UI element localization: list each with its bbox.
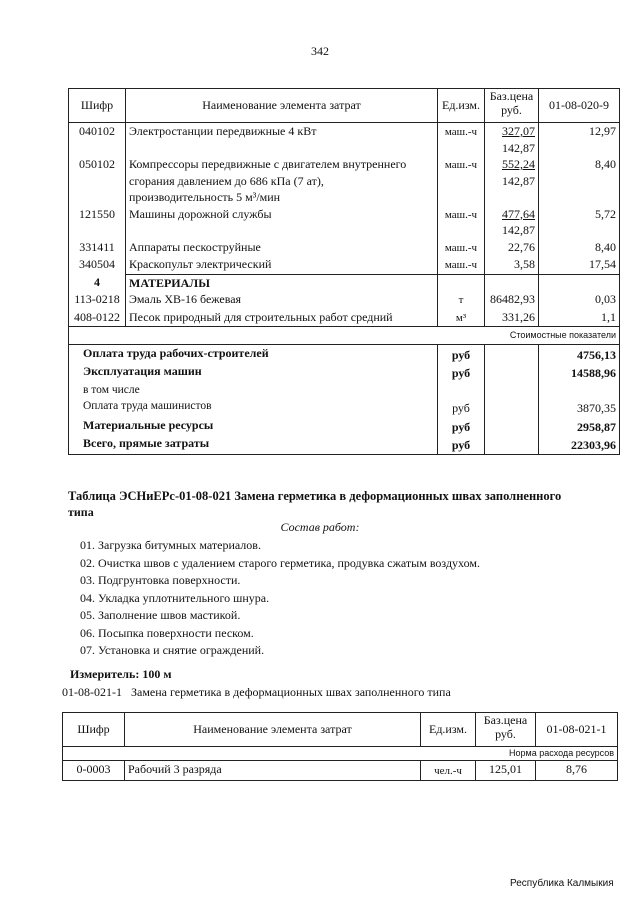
row-code: 121550 bbox=[69, 206, 126, 239]
header-norm: 01-08-020-9 bbox=[539, 89, 620, 123]
row-unit: маш.-ч bbox=[438, 123, 485, 157]
row-value: 17,54 bbox=[539, 256, 620, 274]
work-item: 06. Посыпка поверхности песком. bbox=[80, 625, 254, 640]
table-row bbox=[69, 239, 620, 257]
row-name-line3: производительность 5 м³/мин bbox=[129, 190, 281, 204]
work-item: 04. Укладка уплотнительного шнура. bbox=[80, 590, 270, 605]
row-value bbox=[539, 274, 620, 291]
summary-label: Оплата труда машинистов bbox=[69, 398, 438, 417]
table-row bbox=[69, 256, 620, 274]
work-item: 01. Загрузка битумных материалов. bbox=[80, 538, 261, 552]
summary-unit: руб bbox=[438, 398, 485, 417]
row-name: Краскопульт электрический bbox=[129, 257, 272, 271]
row-unit bbox=[438, 274, 485, 291]
row-name-cell bbox=[126, 239, 438, 257]
footer-region: Республика Калмыкия bbox=[510, 878, 614, 889]
row-unit: маш.-ч bbox=[438, 239, 485, 257]
row-value: 5,72 bbox=[539, 206, 620, 239]
resource-table-2 bbox=[62, 712, 618, 781]
row-value: 8,40 bbox=[539, 239, 620, 257]
row-price-cell bbox=[485, 309, 539, 327]
row-value: 8,76 bbox=[536, 761, 618, 781]
summary-empty bbox=[485, 344, 539, 363]
row-name: Рабочий 3 разряда bbox=[125, 761, 421, 781]
row-value: 12,97 bbox=[539, 123, 620, 157]
summary-row bbox=[69, 435, 620, 454]
item-heading bbox=[62, 685, 451, 700]
table-row bbox=[69, 274, 620, 291]
row-name: МАТЕРИАЛЫ bbox=[129, 275, 210, 290]
row-price-2: 142,87 bbox=[502, 173, 535, 188]
row-price: 22,76 bbox=[508, 239, 535, 254]
row-price: 327,07 bbox=[502, 124, 535, 138]
row-name: Электростанции передвижные 4 кВт bbox=[129, 124, 317, 138]
row-price-2: 142,87 bbox=[502, 223, 535, 237]
row-name: Эмаль ХВ-16 бежевая bbox=[129, 292, 242, 306]
summary-row bbox=[69, 344, 620, 363]
table-row bbox=[69, 123, 620, 157]
row-price-cell bbox=[485, 274, 539, 291]
summary-row bbox=[69, 417, 620, 436]
summary-value: 22303,96 bbox=[539, 435, 620, 454]
summary-empty bbox=[485, 363, 539, 382]
table-row bbox=[69, 309, 620, 327]
row-name-cell bbox=[126, 309, 438, 327]
row-name-cell bbox=[126, 156, 438, 206]
row-name-cell bbox=[126, 256, 438, 274]
row-value: 0,03 bbox=[539, 291, 620, 309]
summary-row bbox=[69, 363, 620, 382]
row-unit: м³ bbox=[438, 309, 485, 327]
row-code: 0-0003 bbox=[63, 761, 125, 781]
row-code: 4 bbox=[69, 274, 126, 291]
summary-unit: руб bbox=[438, 417, 485, 436]
measure: Измеритель: 100 м bbox=[70, 667, 172, 681]
row-price: 552,24 bbox=[502, 157, 535, 171]
row-name-cell bbox=[126, 291, 438, 309]
summary-unit bbox=[438, 382, 485, 399]
works-list bbox=[80, 537, 480, 660]
section-label: Норма расхода ресурсов bbox=[63, 747, 618, 761]
row-price-cell bbox=[485, 291, 539, 309]
header-price: Баз.цена руб. bbox=[476, 713, 536, 747]
header-unit: Ед.изм. bbox=[438, 89, 485, 123]
header-unit: Ед.изм. bbox=[421, 713, 476, 747]
work-item: 05. Заполнение швов мастикой. bbox=[80, 608, 241, 622]
row-name: Компрессоры передвижные с двигателем внутреннего bbox=[129, 157, 407, 171]
table-row bbox=[69, 206, 620, 239]
summary-value: 2958,87 bbox=[539, 417, 620, 436]
summary-empty bbox=[485, 398, 539, 417]
row-name: Машины дорожной службы bbox=[129, 206, 272, 221]
row-name-cell bbox=[126, 274, 438, 291]
work-item: 07. Установка и снятие ограждений. bbox=[80, 643, 265, 657]
header-norm: 01-08-021-1 bbox=[536, 713, 618, 747]
row-code: 331411 bbox=[69, 239, 126, 257]
row-price-cell bbox=[485, 256, 539, 274]
row-name-cell bbox=[126, 123, 438, 157]
row-unit: чел.-ч bbox=[421, 761, 476, 781]
row-name: Песок природный для строительных работ средний bbox=[129, 309, 393, 324]
works-heading: Состав работ: bbox=[280, 520, 360, 534]
table-row bbox=[69, 156, 620, 206]
row-code: 113-0218 bbox=[69, 291, 126, 309]
work-item: 02. Очистка швов с удалением старого герметика, продувка сжатым воздухом. bbox=[80, 555, 480, 570]
summary-value: 14588,96 bbox=[539, 363, 620, 382]
summary-row bbox=[69, 398, 620, 417]
table-row bbox=[63, 761, 618, 781]
row-price-cell bbox=[485, 123, 539, 157]
summary-label: Всего, прямые затраты bbox=[69, 435, 438, 454]
summary-value bbox=[539, 382, 620, 399]
row-code: 340504 bbox=[69, 256, 126, 274]
summary-unit: руб bbox=[438, 435, 485, 454]
row-price: 331,26 bbox=[502, 309, 535, 324]
summary-value: 3870,35 bbox=[539, 398, 620, 417]
work-item: 03. Подгрунтовка поверхности. bbox=[80, 573, 241, 587]
section-title-cont: типа bbox=[68, 505, 94, 519]
item-name: Замена герметика в деформационных швах заполненного типа bbox=[131, 685, 451, 699]
row-name: Аппараты пескоструйные bbox=[129, 239, 261, 254]
row-price-cell bbox=[485, 156, 539, 206]
row-code: 408-0122 bbox=[69, 309, 126, 327]
row-unit: маш.-ч bbox=[438, 256, 485, 274]
resource-table-1 bbox=[68, 88, 620, 455]
row-value: 1,1 bbox=[539, 309, 620, 327]
row-unit: маш.-ч bbox=[438, 156, 485, 206]
row-price-2: 142,87 bbox=[502, 140, 535, 155]
row-price: 86482,93 bbox=[490, 292, 535, 306]
row-price-cell bbox=[485, 206, 539, 239]
header-price: Баз.цена руб. bbox=[485, 89, 539, 123]
row-name-cell bbox=[126, 206, 438, 239]
row-price: 3,58 bbox=[514, 257, 535, 271]
summary-label: Материальные ресурсы bbox=[69, 417, 438, 436]
row-name-line2: сгорания давлением до 686 кПа (7 ат), bbox=[129, 173, 324, 188]
summary-label: Оплата труда рабочих-строителей bbox=[69, 344, 438, 363]
header-name: Наименование элемента затрат bbox=[126, 89, 438, 123]
row-price: 477,64 bbox=[502, 206, 535, 221]
summary-value: 4756,13 bbox=[539, 344, 620, 363]
table-header bbox=[69, 89, 620, 123]
summary-label: в том числе bbox=[69, 382, 438, 399]
header-name: Наименование элемента затрат bbox=[125, 713, 421, 747]
page-number: 342 bbox=[311, 44, 329, 58]
section-title: Таблица ЭСНиЕРс-01-08-021 Замена герметика в деформационных швах заполненного bbox=[68, 489, 562, 503]
row-price: 125,01 bbox=[476, 761, 536, 781]
summary-unit: руб bbox=[438, 363, 485, 382]
summary-unit: руб bbox=[438, 344, 485, 363]
item-code: 01-08-021-1 bbox=[62, 685, 122, 699]
row-price-cell bbox=[485, 239, 539, 257]
summary-empty bbox=[485, 417, 539, 436]
row-code: 050102 bbox=[69, 156, 126, 206]
summary-empty bbox=[485, 382, 539, 399]
summary-label: Эксплуатация машин bbox=[69, 363, 438, 382]
table-header bbox=[63, 713, 618, 747]
row-code: 040102 bbox=[69, 123, 126, 157]
row-value: 8,40 bbox=[539, 156, 620, 206]
row-unit: маш.-ч bbox=[438, 206, 485, 239]
summary-row bbox=[69, 382, 620, 399]
row-unit: т bbox=[438, 291, 485, 309]
summary-empty bbox=[485, 435, 539, 454]
header-code: Шифр bbox=[69, 89, 126, 123]
table-row bbox=[69, 291, 620, 309]
section-label: Стоимостные показатели bbox=[69, 327, 620, 345]
header-code: Шифр bbox=[63, 713, 125, 747]
